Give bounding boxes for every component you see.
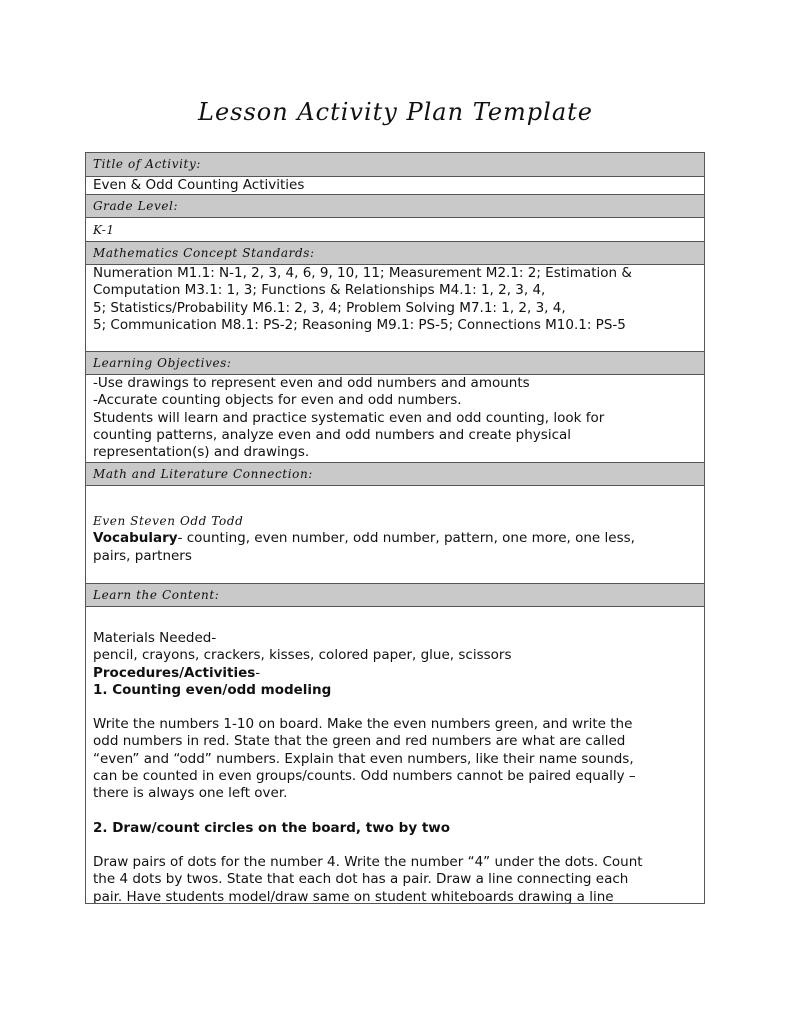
title-of-activity-value: Even & Odd Counting Activities (86, 177, 704, 195)
learn-the-content-cell (86, 607, 704, 904)
procedures-dash: - (255, 664, 261, 681)
literature-connection-header: Math and Literature Connection: (86, 463, 704, 486)
document-title: Lesson Activity Plan Template (198, 98, 593, 126)
step-2-heading: 2. Draw/count circles on the board, two by two (93, 819, 451, 836)
objective-line: Students will learn and practice systematic even and odd counting, look for (93, 409, 605, 426)
standards-line: Computation M3.1: 1, 3; Functions & Relationships M4.1: 1, 2, 3, 4, (93, 282, 546, 299)
standards-header: Mathematics Concept Standards: (86, 242, 704, 265)
vocabulary-line-2: pairs, partners (93, 547, 192, 564)
standards-line: Numeration M1.1: N-1, 2, 3, 4, 6, 9, 10, 11; Measurement M2.1: 2; Estimation & (93, 265, 632, 281)
objective-line: representation(s) and drawings. (93, 444, 310, 461)
title-of-activity-header: Title of Activity: (86, 153, 704, 177)
step-1-line: odd numbers in red. State that the green and red numbers are what are called (93, 733, 626, 750)
materials-list: pencil, crayons, crackers, kisses, colored paper, glue, scissors (93, 647, 512, 664)
grade-level-header: Grade Level: (86, 195, 704, 218)
step-2-line: pair. Have students model/draw same on student whiteboards drawing a line (93, 888, 614, 904)
objective-line: -Accurate counting objects for even and odd numbers. (93, 392, 462, 409)
standards-cell (86, 265, 704, 352)
learning-objectives-header: Learning Objectives: (86, 352, 704, 375)
materials-label: Materials Needed- (93, 630, 217, 646)
step-2-line: the 4 dots by twos. State that each dot has a pair. Draw a line connecting each (93, 871, 629, 888)
objective-line: counting patterns, analyze even and odd numbers and create physical (93, 426, 572, 443)
lesson-plan-table (85, 152, 705, 904)
vocabulary-terms: - counting, even number, odd number, pattern, one more, one less, (177, 530, 635, 547)
step-2-line: Draw pairs of dots for the number 4. Write the number “4” under the dots. Count (93, 853, 643, 870)
step-1-line: can be counted in even groups/counts. Odd numbers cannot be paired equally – (93, 768, 636, 785)
step-1-heading: 1. Counting even/odd modeling (93, 681, 332, 698)
step-1-line: Write the numbers 1-10 on board. Make the even numbers green, and write the (93, 716, 633, 733)
learning-objectives-cell (86, 375, 704, 463)
vocabulary-label: Vocabulary (93, 530, 178, 547)
literature-connection-cell (86, 486, 704, 584)
objective-line: -Use drawings to represent even and odd numbers and amounts (93, 375, 530, 391)
procedures-label: Procedures/Activities (93, 664, 256, 681)
step-1-line: there is always one left over. (93, 785, 288, 802)
procedures-line (93, 665, 697, 682)
standards-line: 5; Communication M8.1: PS-2; Reasoning M9.1: PS-5; Connections M10.1: PS-5 (93, 316, 626, 333)
standards-line: 5; Statistics/Probability M6.1: 2, 3, 4; Problem Solving M7.1: 1, 2, 3, 4, (93, 299, 566, 316)
book-title: Even Steven Odd Todd (93, 514, 244, 528)
step-1-line: “even” and “odd” numbers. Explain that even numbers, like their name sounds, (93, 750, 634, 767)
learn-the-content-header: Learn the Content: (86, 584, 704, 607)
grade-level-value: K-1 (86, 218, 704, 242)
vocabulary-line (93, 530, 697, 547)
